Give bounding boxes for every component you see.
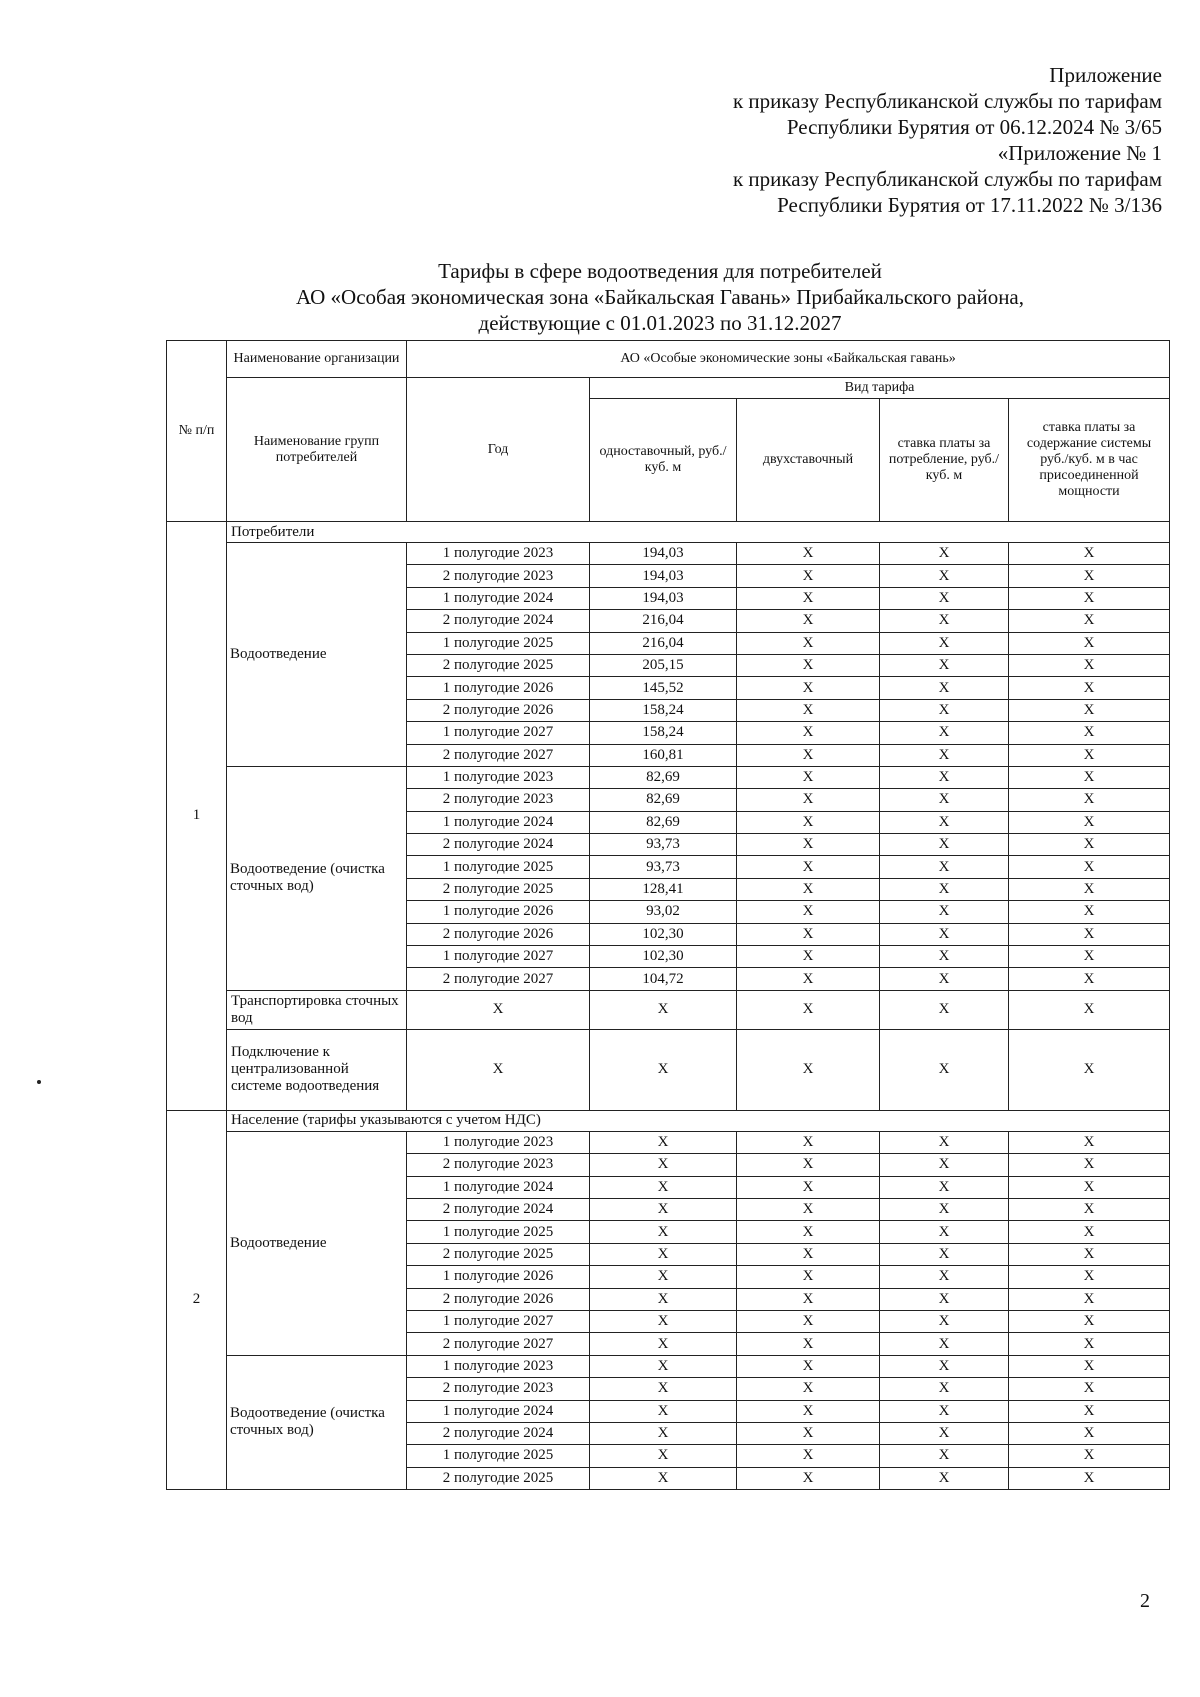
cross-cell: Х [1009,968,1170,990]
cross-cell: Х [590,1355,737,1377]
cross-cell: Х [880,610,1009,632]
cross-cell: Х [737,766,880,788]
cross-cell: Х [880,834,1009,856]
single-rate-value: 82,69 [590,789,737,811]
cross-cell: Х [880,654,1009,676]
cross-cell: Х [1009,856,1170,878]
cross-cell: Х [737,632,880,654]
period-cell: 2 полугодие 2026 [407,923,590,945]
col-num-header: № п/п [167,341,227,522]
single-rate-value: 194,03 [590,565,737,587]
header-line: Республики Бурятия от 17.11.2022 № 3/136 [777,193,1162,217]
cross-cell: Х [1009,587,1170,609]
period-cell: 1 полугодие 2025 [407,856,590,878]
cross-cell: Х [1009,923,1170,945]
cross-cell: Х [737,699,880,721]
cross-cell: Х [880,1400,1009,1422]
period-cell: 2 полугодие 2024 [407,834,590,856]
cross-cell: Х [1009,834,1170,856]
tariff-type-header: Вид тарифа [590,378,1170,399]
period-cell: 2 полугодие 2023 [407,789,590,811]
table-row [167,1355,1170,1377]
cross-cell: Х [1009,1288,1170,1310]
cross-cell: Х [590,1288,737,1310]
cross-cell: Х [737,744,880,766]
cross-cell: Х [880,923,1009,945]
period-cell: 1 полугодие 2023 [407,1355,590,1377]
cross-cell: Х [737,923,880,945]
cross-cell: Х [737,654,880,676]
period-cell: 2 полугодие 2027 [407,1333,590,1355]
cross-cell: Х [1009,1221,1170,1243]
two-rate-header: двухставочный [737,399,880,522]
cross-cell: Х [880,990,1009,1029]
section-number: 2 [167,1110,227,1489]
cross-cell: Х [1009,1445,1170,1467]
cross-cell: Х [1009,1266,1170,1288]
cross-cell: Х [880,1378,1009,1400]
cross-cell: Х [880,1221,1009,1243]
cross-cell: Х [1009,1198,1170,1220]
cross-cell: Х [590,1221,737,1243]
period-cell: 1 полугодие 2024 [407,1400,590,1422]
cross-cell: Х [1009,990,1170,1029]
cross-cell: Х [737,1154,880,1176]
title-line: действующие с 01.01.2023 по 31.12.2027 [478,311,842,335]
period-cell: 1 полугодие 2025 [407,1445,590,1467]
period-cell: 1 полугодие 2024 [407,811,590,833]
cross-cell: Х [1009,1400,1170,1422]
period-cell: 1 полугодие 2027 [407,1310,590,1332]
single-rate-value: 216,04 [590,610,737,632]
period-cell: 2 полугодие 2027 [407,968,590,990]
cross-cell: Х [737,587,880,609]
period-cell: 1 полугодие 2024 [407,587,590,609]
cross-cell: Х [1009,946,1170,968]
cross-cell: Х [590,1445,737,1467]
cross-cell: Х [737,1198,880,1220]
header-line: Приложение [1049,63,1162,87]
period-cell: 2 полугодие 2024 [407,1422,590,1444]
cross-cell: Х [737,901,880,923]
cross-cell: Х [880,1266,1009,1288]
year-header: Год [407,378,590,522]
cross-cell: Х [880,632,1009,654]
cross-cell: Х [590,1131,737,1153]
period-cell: 2 полугодие 2026 [407,699,590,721]
period-cell: 2 полугодие 2023 [407,565,590,587]
cross-cell: Х [1009,1176,1170,1198]
cross-cell: Х [737,1333,880,1355]
cross-cell: Х [590,1198,737,1220]
cross-cell: Х [1009,677,1170,699]
cross-cell: Х [1009,1422,1170,1444]
group-name: Водоотведение [227,1131,407,1355]
cross-cell: Х [880,1422,1009,1444]
header-row [167,341,1170,378]
single-rate-value: 82,69 [590,766,737,788]
cross-cell: Х [1009,1310,1170,1332]
cross-cell: Х [737,968,880,990]
cross-cell: Х [880,677,1009,699]
cross-cell: Х [590,1333,737,1355]
title-line: Тарифы в сфере водоотведения для потребителей [438,259,882,283]
cross-cell: Х [590,1310,737,1332]
cross-cell: Х [880,1029,1009,1110]
cross-cell: Х [880,722,1009,744]
cross-cell: Х [737,677,880,699]
cross-cell: Х [880,856,1009,878]
page-number: 2 [1140,1590,1150,1612]
cross-cell: Х [737,878,880,900]
header-line: «Приложение № 1 [997,141,1162,165]
period-cell: 1 полугодие 2025 [407,1221,590,1243]
table-row [167,543,1170,565]
header-line: Республики Бурятия от 06.12.2024 № 3/65 [786,115,1162,139]
cross-cell: Х [1009,744,1170,766]
cross-cell: Х [590,1422,737,1444]
cross-cell: Х [407,990,590,1029]
cross-cell: Х [737,1288,880,1310]
cross-cell: Х [880,811,1009,833]
period-cell: 2 полугодие 2023 [407,1154,590,1176]
period-cell: 2 полугодие 2023 [407,1378,590,1400]
cross-cell: Х [1009,722,1170,744]
period-cell: 2 полугодие 2024 [407,610,590,632]
period-cell: 1 полугодие 2026 [407,677,590,699]
cross-cell: Х [880,1445,1009,1467]
section-title: Население (тарифы указываются с учетом НДС) [227,1110,1170,1131]
table-row [167,1029,1170,1110]
cross-cell: Х [880,1467,1009,1489]
cross-cell: Х [1009,565,1170,587]
cross-cell: Х [880,543,1009,565]
single-rate-value: 104,72 [590,968,737,990]
cross-cell: Х [590,1029,737,1110]
cross-cell: Х [737,1266,880,1288]
cross-cell: Х [880,946,1009,968]
single-rate-value: 93,73 [590,856,737,878]
period-cell: 2 полугодие 2026 [407,1288,590,1310]
cross-cell: Х [1009,654,1170,676]
cross-cell: Х [880,565,1009,587]
single-rate-value: 93,73 [590,834,737,856]
tariff-table [166,340,1170,1490]
group-name: Водоотведение [227,543,407,767]
period-cell: 1 полугодие 2024 [407,1176,590,1198]
cross-cell: Х [1009,766,1170,788]
cross-cell: Х [737,834,880,856]
cross-cell: Х [737,789,880,811]
single-rate-value: 82,69 [590,811,737,833]
cross-cell: Х [737,990,880,1029]
single-rate-value: 128,41 [590,878,737,900]
single-rate-value: 158,24 [590,699,737,721]
period-cell: 2 полугодие 2025 [407,1467,590,1489]
cross-cell: Х [737,722,880,744]
cross-cell: Х [1009,632,1170,654]
cross-cell: Х [880,699,1009,721]
cross-cell: Х [880,744,1009,766]
cross-cell: Х [590,1243,737,1265]
cross-cell: Х [737,811,880,833]
cross-cell: Х [1009,610,1170,632]
header-line: к приказу Республиканской службы по тарифам [732,167,1162,191]
org-name-header: АО «Особые экономические зоны «Байкальская гавань» [407,341,1170,378]
section-title: Потребители [227,522,1170,543]
cross-cell: Х [1009,1029,1170,1110]
title-line: АО «Особая экономическая зона «Байкальская Гавань» Прибайкальского района, [296,285,1024,309]
cross-cell: Х [407,1029,590,1110]
cross-cell: Х [880,1176,1009,1198]
group-name: Транспортировка сточных вод [227,990,407,1029]
cross-cell: Х [737,1029,880,1110]
section-title-row [167,522,1170,543]
group-label-header: Наименование групп потребителей [227,378,407,522]
cross-cell: Х [590,1154,737,1176]
period-cell: 1 полугодие 2023 [407,1131,590,1153]
cross-cell: Х [1009,1131,1170,1153]
section-title-row [167,1110,1170,1131]
cross-cell: Х [1009,1243,1170,1265]
cross-cell: Х [737,1310,880,1332]
cross-cell: Х [737,1176,880,1198]
single-rate-value: 194,03 [590,587,737,609]
cross-cell: Х [590,990,737,1029]
single-rate-value: 145,52 [590,677,737,699]
header-row [167,378,1170,399]
period-cell: 2 полугодие 2025 [407,654,590,676]
header-line: к приказу Республиканской службы по тарифам [732,89,1162,113]
period-cell: 1 полугодие 2027 [407,722,590,744]
cross-cell: Х [880,766,1009,788]
single-rate-value: 102,30 [590,923,737,945]
period-cell: 1 полугодие 2026 [407,1266,590,1288]
period-cell: 2 полугодие 2024 [407,1198,590,1220]
section-number: 1 [167,522,227,1111]
cross-cell: Х [737,1131,880,1153]
cross-cell: Х [1009,1333,1170,1355]
cross-cell: Х [737,1378,880,1400]
document-title [160,258,1160,336]
cross-cell: Х [880,1154,1009,1176]
cross-cell: Х [590,1266,737,1288]
single-rate-value: 158,24 [590,722,737,744]
cross-cell: Х [880,1198,1009,1220]
cross-cell: Х [1009,543,1170,565]
cross-cell: Х [1009,811,1170,833]
single-rate-value: 216,04 [590,632,737,654]
cross-cell: Х [737,856,880,878]
period-cell: 1 полугодие 2023 [407,543,590,565]
org-label-header: Наименование организации [227,341,407,378]
cross-cell: Х [880,789,1009,811]
group-name: Водоотведение (очистка сточных вод) [227,766,407,990]
capacity-rate-header: ставка платы за содержание системы руб./куб. м в час присоединенной мощности [1009,399,1170,522]
table-row [167,990,1170,1029]
single-rate-value: 194,03 [590,543,737,565]
cross-cell: Х [880,587,1009,609]
cross-cell: Х [590,1467,737,1489]
cross-cell: Х [880,878,1009,900]
cross-cell: Х [1009,699,1170,721]
cross-cell: Х [880,1243,1009,1265]
cross-cell: Х [737,1422,880,1444]
cross-cell: Х [880,901,1009,923]
single-rate-value: 205,15 [590,654,737,676]
single-rate-value: 102,30 [590,946,737,968]
cross-cell: Х [1009,1378,1170,1400]
period-cell: 2 полугодие 2027 [407,744,590,766]
period-cell: 1 полугодие 2025 [407,632,590,654]
cross-cell: Х [737,1467,880,1489]
cross-cell: Х [737,1400,880,1422]
group-name: Подключение к централизованной системе водоотведения [227,1029,407,1110]
cross-cell: Х [880,968,1009,990]
cross-cell: Х [880,1355,1009,1377]
period-cell: 1 полугодие 2023 [407,766,590,788]
consumption-rate-header: ставка платы за потребление, руб./ куб. м [880,399,1009,522]
period-cell: 1 полугодие 2026 [407,901,590,923]
cross-cell: Х [880,1131,1009,1153]
cross-cell: Х [1009,878,1170,900]
scan-dot [37,1080,41,1084]
cross-cell: Х [1009,1355,1170,1377]
table-row [167,766,1170,788]
period-cell: 2 полугодие 2025 [407,1243,590,1265]
group-name: Водоотведение (очистка сточных вод) [227,1355,407,1489]
cross-cell: Х [737,1243,880,1265]
cross-cell: Х [1009,1154,1170,1176]
period-cell: 1 полугодие 2027 [407,946,590,968]
cross-cell: Х [880,1310,1009,1332]
cross-cell: Х [880,1333,1009,1355]
document-header [733,62,1162,218]
cross-cell: Х [880,1288,1009,1310]
single-rate-header: одноставочный, руб./ куб. м [590,399,737,522]
cross-cell: Х [737,1355,880,1377]
cross-cell: Х [737,1221,880,1243]
cross-cell: Х [590,1378,737,1400]
cross-cell: Х [737,946,880,968]
cross-cell: Х [1009,901,1170,923]
cross-cell: Х [1009,789,1170,811]
single-rate-value: 93,02 [590,901,737,923]
single-rate-value: 160,81 [590,744,737,766]
cross-cell: Х [590,1400,737,1422]
period-cell: 2 полугодие 2025 [407,878,590,900]
cross-cell: Х [1009,1467,1170,1489]
cross-cell: Х [737,610,880,632]
cross-cell: Х [737,1445,880,1467]
cross-cell: Х [590,1176,737,1198]
cross-cell: Х [737,543,880,565]
table-row [167,1131,1170,1153]
cross-cell: Х [737,565,880,587]
